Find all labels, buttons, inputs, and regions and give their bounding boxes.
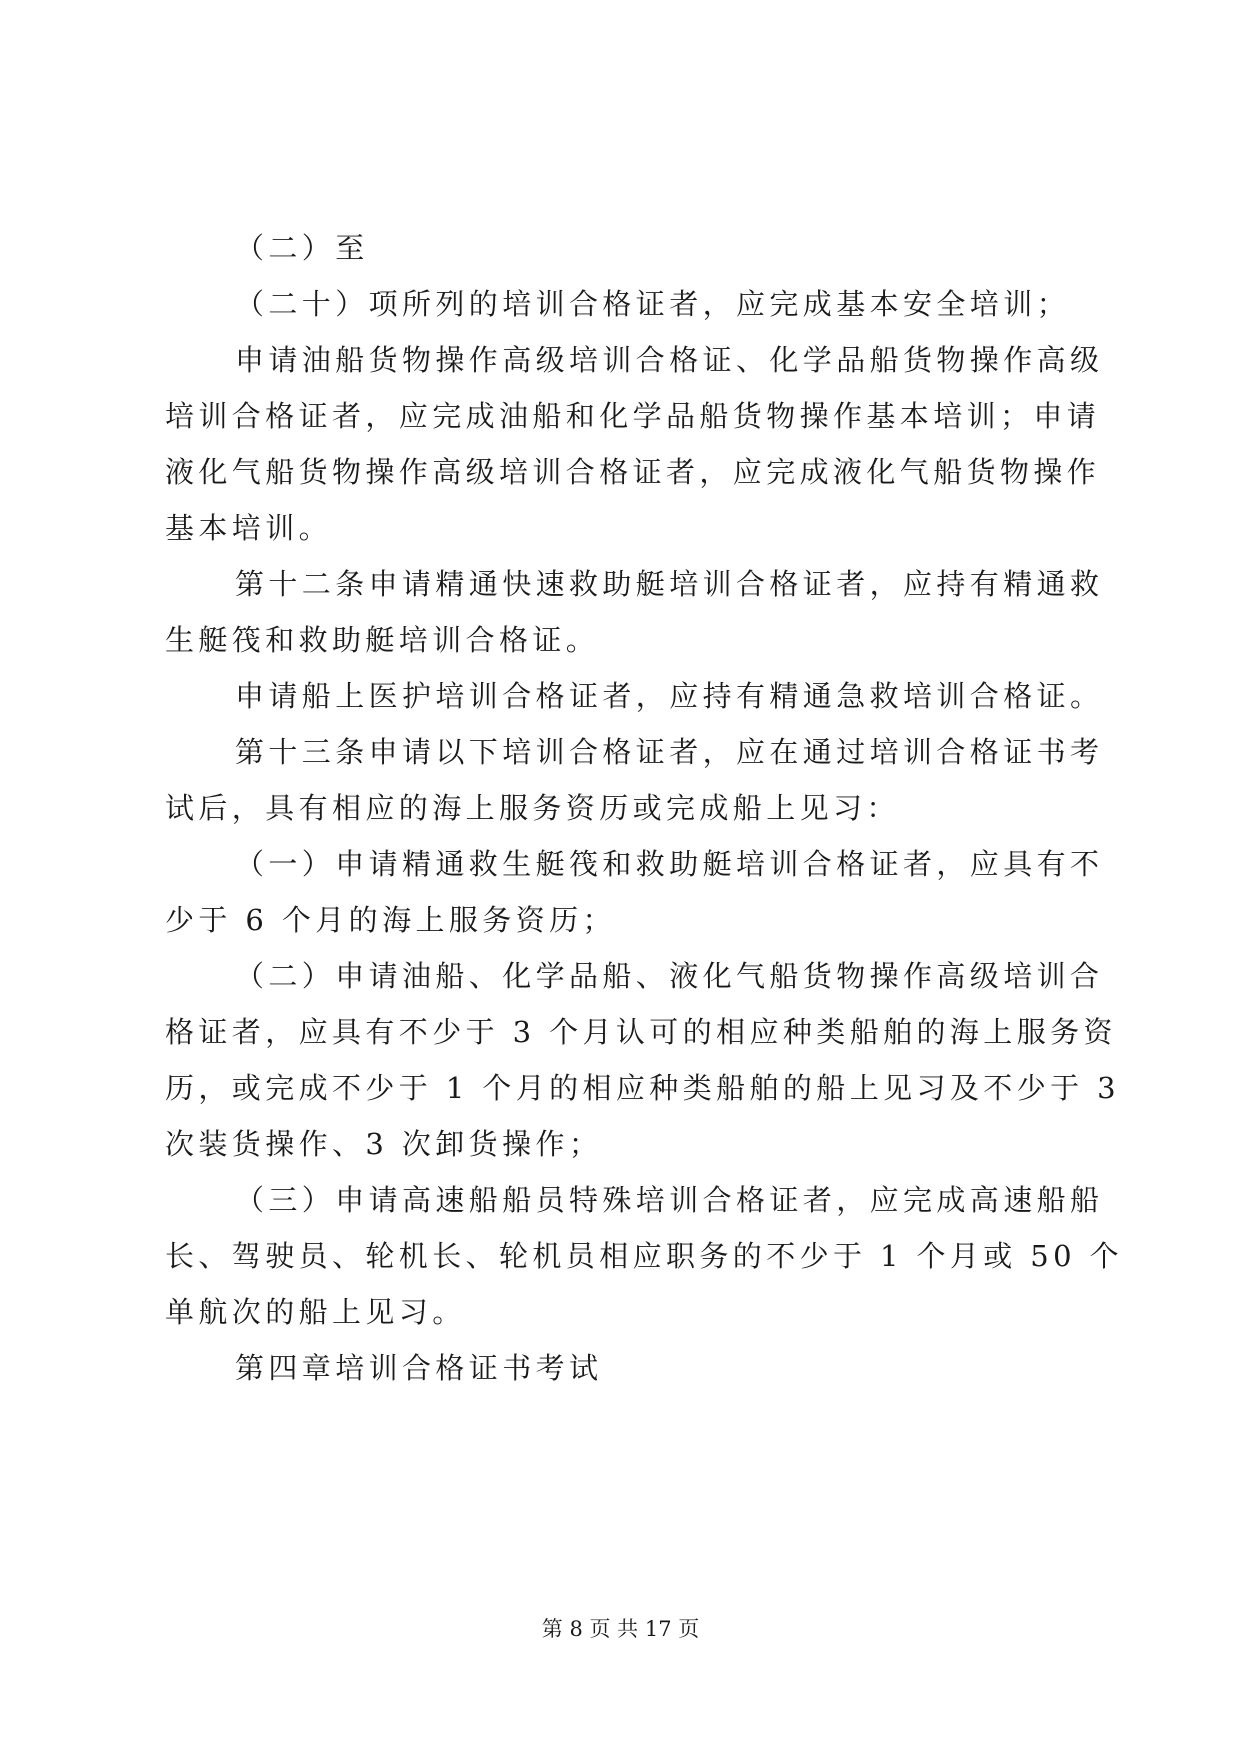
paragraph-line: 次装货操作、3 次卸货操作； (165, 1127, 603, 1161)
paragraph-line: （二）至 (235, 231, 369, 265)
paragraph-line: 格证者，应具有不少于 3 个月认可的相应种类船舶的海上服务资 (165, 1015, 1117, 1049)
paragraph-line: 单航次的船上见习。 (165, 1295, 466, 1329)
chapter-heading: 第四章培训合格证书考试 (235, 1351, 603, 1385)
paragraph-line: （二）申请油船、化学品船、液化气船货物操作高级培训合 (235, 959, 1104, 993)
page-footer: 第 8 页 共 17 页 (541, 1617, 700, 1641)
paragraph-line: 试后，具有相应的海上服务资历或完成船上见习： (165, 791, 900, 825)
paragraph-line: （二十）项所列的培训合格证者，应完成基本安全培训； (235, 287, 1071, 321)
paragraph-line: 长、驾驶员、轮机长、轮机员相应职务的不少于 1 个月或 50 个 (165, 1239, 1124, 1273)
paragraph-line: 历，或完成不少于 1 个月的相应种类船舶的船上见习及不少于 3 (165, 1071, 1120, 1105)
paragraph-line: （三）申请高速船船员特殊培训合格证者，应完成高速船船 (235, 1183, 1104, 1217)
paragraph-line: 少于 6 个月的海上服务资历； (165, 903, 616, 937)
paragraph-line: 培训合格证者，应完成油船和化学品船货物操作基本培训；申请 (165, 399, 1101, 433)
paragraph-line: 生艇筏和救助艇培训合格证。 (165, 623, 600, 657)
paragraph-line: 第十三条申请以下培训合格证者，应在通过培训合格证书考 (235, 735, 1104, 769)
paragraph-line: 申请船上医护培训合格证者，应持有精通急救培训合格证。 (235, 679, 1104, 713)
paragraph-line: 液化气船货物操作高级培训合格证者，应完成液化气船货物操作 (165, 455, 1101, 489)
paragraph-line: 申请油船货物操作高级培训合格证、化学品船货物操作高级 (235, 343, 1104, 377)
paragraph-line: 基本培训。 (165, 511, 333, 545)
paragraph-line: （一）申请精通救生艇筏和救助艇培训合格证者，应具有不 (235, 847, 1104, 881)
paragraph-line: 第十二条申请精通快速救助艇培训合格证者，应持有精通救 (235, 567, 1104, 601)
